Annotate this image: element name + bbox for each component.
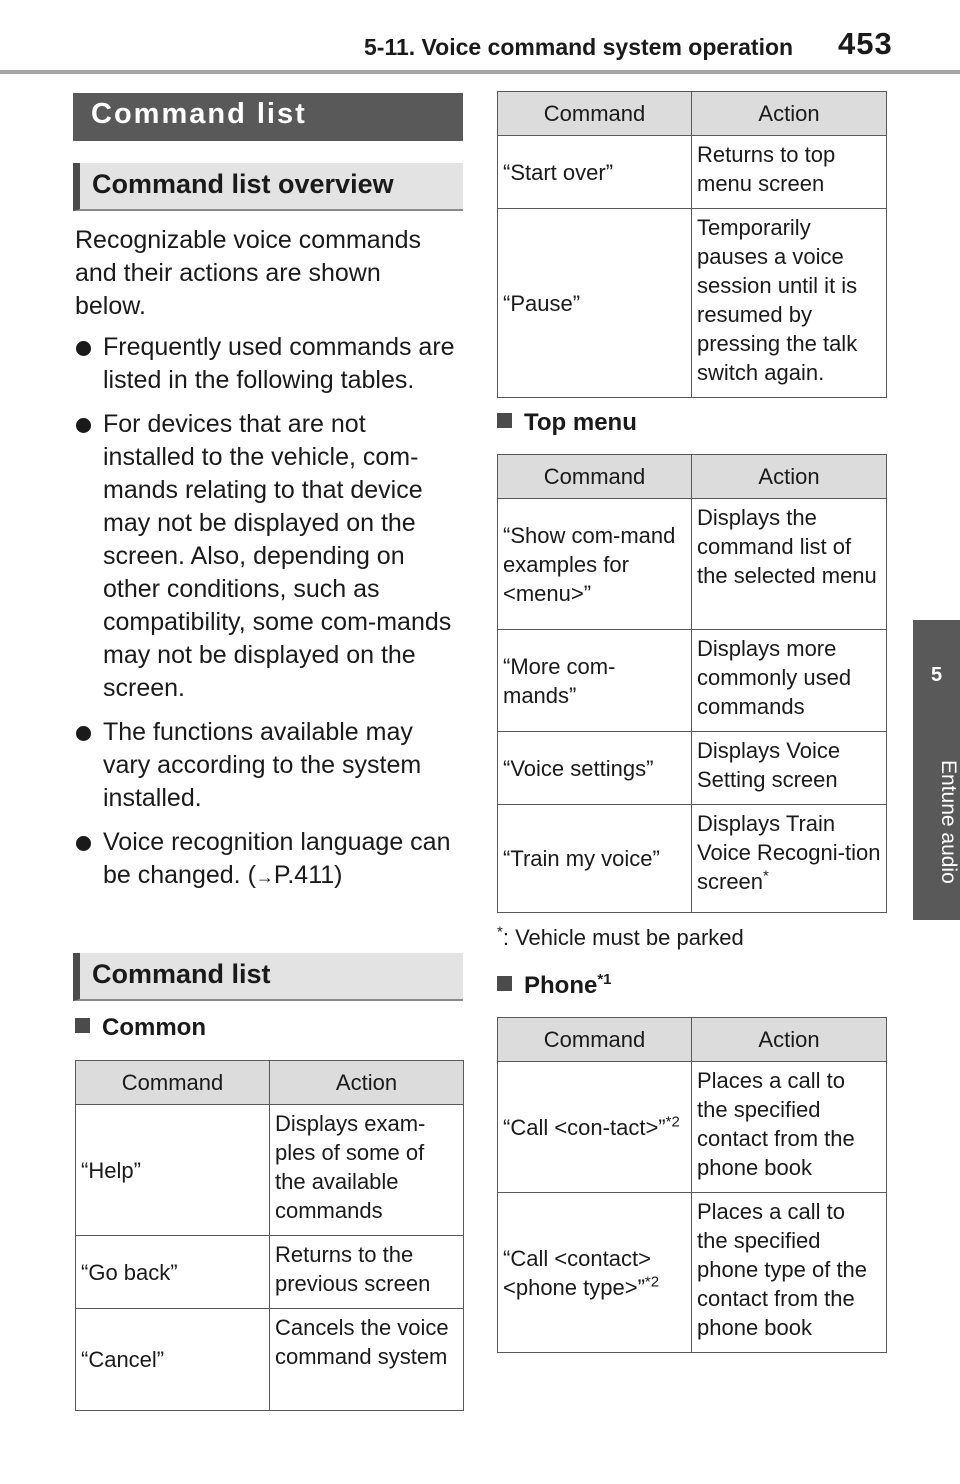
top-menu-title: [497, 409, 637, 437]
table-row: [498, 136, 887, 209]
top-menu-title-text: Top menu: [524, 409, 637, 436]
bullet-item: [75, 826, 455, 894]
page-number: 453: [838, 26, 893, 61]
column-header-command: Command: [498, 92, 692, 136]
footnote-marker: *2: [644, 1273, 660, 1291]
command-cell: [498, 1062, 692, 1193]
phone-title-text: Phone: [524, 972, 598, 999]
common-title: [75, 1014, 206, 1042]
table-header-row: [76, 1061, 464, 1105]
footnote-marker: *1: [597, 971, 612, 988]
action-cell: Returns to top menu screen: [692, 136, 887, 209]
bullet-item: The functions available may vary according to the system installed.: [75, 716, 455, 815]
command-text: “Call <con-tact>”: [503, 1114, 666, 1140]
command-cell: “Train my voice”: [498, 805, 692, 913]
subheading-command-list-text: Command list: [92, 959, 271, 989]
column-header-action: Action: [692, 455, 887, 499]
bullet-item: For devices that are not installed to the vehicle, com-mands relating to that device may not be displayed on the screen. Also, depending on other conditions, such as compatibility, some com-mands may not be displayed on the screen.: [75, 408, 455, 705]
column-header-command: Command: [76, 1061, 270, 1105]
table-row: [498, 499, 887, 630]
subheading-overview-text: Command list overview: [92, 169, 394, 199]
action-cell: Places a call to the specified phone type of the contact from the phone book: [692, 1193, 887, 1353]
column-header-command: Command: [498, 1018, 692, 1062]
overview-bullet-list: [75, 331, 455, 905]
table-row: [498, 1062, 887, 1193]
arrow-right-icon: →: [255, 867, 274, 887]
column-header-command: Command: [498, 455, 692, 499]
command-cell: [498, 1193, 692, 1353]
command-cell: “Show com-mand examples for <menu>”: [498, 499, 692, 630]
command-text: “Call <contact> <phone type>”: [503, 1245, 651, 1300]
common-title-text: Common: [102, 1014, 206, 1041]
action-cell: Displays Voice Setting screen: [692, 732, 887, 805]
action-cell: Temporarily pauses a voice session until it is resumed by pressing the talk switch again.: [692, 209, 887, 398]
chapter-number: 5: [930, 664, 943, 686]
command-cell: “Help”: [76, 1105, 270, 1236]
command-cell: “Pause”: [498, 209, 692, 398]
bullet-text: Voice recognition language can be changed. (: [103, 828, 451, 889]
chapter-title: 5-11. Voice command system operation: [364, 34, 794, 60]
page-reference-link[interactable]: P.411): [273, 861, 343, 889]
phone-title: [497, 972, 612, 1000]
table-row: [498, 630, 887, 732]
bullet-item: Frequently used commands are listed in the following tables.: [75, 331, 455, 397]
phone-table: [497, 1017, 887, 1353]
footnote-marker: *2: [665, 1113, 680, 1131]
footnote-marker: *: [497, 923, 503, 941]
action-cell: Displays the command list of the selected menu: [692, 499, 887, 630]
action-cell: Returns to the previous screen: [270, 1236, 464, 1309]
column-header-action: Action: [692, 92, 887, 136]
action-text: Displays Train Voice Recogni-tion screen: [697, 811, 881, 894]
table-row: [498, 1193, 887, 1353]
common-table-continued: [497, 91, 887, 398]
chapter-label: Entune audio: [937, 760, 960, 884]
table-header-row: [498, 1018, 887, 1062]
table-header-row: [498, 455, 887, 499]
table-row: [76, 1309, 464, 1411]
square-bullet-icon: [497, 976, 512, 991]
action-cell: Cancels the voice command system: [270, 1309, 464, 1411]
action-cell: [692, 805, 887, 913]
subheading-overview: [73, 163, 463, 211]
top-menu-table: [497, 454, 887, 913]
action-cell: Displays more commonly used commands: [692, 630, 887, 732]
section-title: Command list: [91, 98, 307, 130]
common-table: [75, 1060, 464, 1411]
column-header-action: Action: [692, 1018, 887, 1062]
table-row: [498, 732, 887, 805]
table-row: [76, 1236, 464, 1309]
table-header-row: [498, 92, 887, 136]
column-header-action: Action: [270, 1061, 464, 1105]
command-cell: “More com-mands”: [498, 630, 692, 732]
table-row: [498, 805, 887, 913]
command-cell: “Cancel”: [76, 1309, 270, 1411]
footnote: [497, 925, 744, 951]
square-bullet-icon: [75, 1018, 90, 1033]
footnote-marker: *: [763, 867, 769, 885]
action-cell: Places a call to the specified contact from the phone book: [692, 1062, 887, 1193]
action-cell: Displays exam-ples of some of the available commands: [270, 1105, 464, 1236]
subheading-command-list: [73, 953, 463, 1001]
command-cell: “Start over”: [498, 136, 692, 209]
footnote-text: : Vehicle must be parked: [502, 925, 744, 950]
square-bullet-icon: [497, 413, 512, 428]
table-row: [498, 209, 887, 398]
section-title-bar: [73, 93, 463, 141]
intro-paragraph: Recognizable voice commands and their actions are shown below.: [75, 226, 422, 320]
command-cell: “Go back”: [76, 1236, 270, 1309]
command-cell: “Voice settings”: [498, 732, 692, 805]
chapter-side-tab: [913, 620, 960, 920]
table-row: [76, 1105, 464, 1236]
header-divider: [0, 70, 960, 74]
